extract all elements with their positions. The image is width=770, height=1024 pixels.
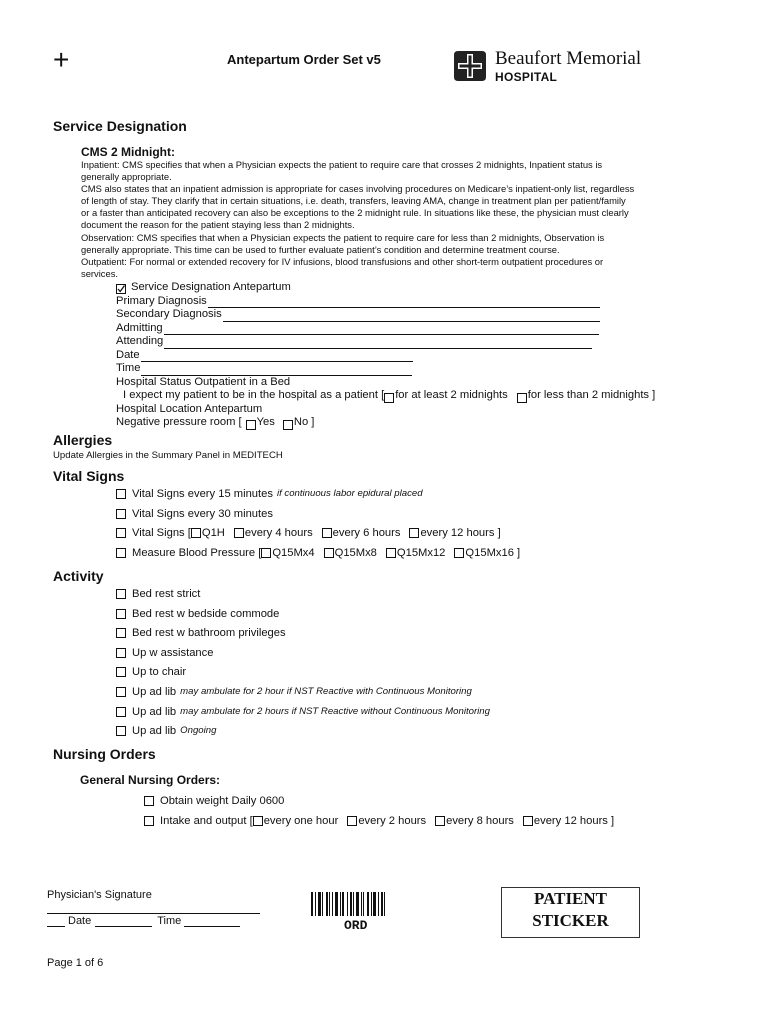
hospital-cross-icon — [452, 48, 488, 84]
option-label: Measure Blood Pressure [ — [132, 546, 262, 559]
checkbox-icon[interactable] — [116, 548, 126, 558]
checkbox-icon[interactable] — [116, 648, 126, 658]
time-row — [116, 362, 676, 376]
negative-pressure-label: Negative pressure room [ — [116, 416, 242, 428]
checkbox-icon[interactable] — [144, 796, 154, 806]
checkbox-icon[interactable] — [435, 816, 445, 826]
option-label: Up ad lib — [132, 725, 177, 738]
signature-date-blank[interactable] — [47, 915, 65, 927]
checkbox-icon[interactable] — [454, 548, 464, 558]
admitting-row — [116, 322, 676, 336]
cms-line: Inpatient: CMS specifies that when a Physician expects the patient to require care that crosses 2 midnights, Inpatient status is — [81, 159, 603, 170]
checkbox-icon[interactable] — [116, 687, 126, 697]
physician-signature-label: Physician's Signature — [47, 889, 152, 901]
cms-heading: CMS 2 Midnight: — [81, 145, 175, 159]
option-note: if continuous labor epidural placed — [276, 488, 423, 499]
primary-diagnosis-row — [116, 295, 676, 309]
signature-time-field[interactable] — [184, 915, 240, 927]
checkbox-icon[interactable] — [523, 816, 533, 826]
checkbox-icon[interactable] — [116, 489, 126, 499]
option-note: may ambulate for 2 hour if NST Reactive with Continuous Monitoring — [180, 685, 472, 697]
checkbox-icon[interactable] — [116, 509, 126, 519]
expect-opt-at-least-2: for at least 2 midnights — [395, 389, 508, 401]
option-label: Vital Signs every 30 minutes — [132, 507, 273, 520]
logo-subtitle: HOSPITAL — [495, 70, 558, 84]
hospital-location-label: Hospital Location Antepartum — [116, 402, 263, 415]
hospital-status-label: Hospital Status Outpatient in a Bed — [116, 375, 291, 388]
option-label: Bed rest strict — [132, 588, 201, 600]
time-label: Time — [116, 362, 141, 374]
allergies-note: Update Allergies in the Summary Panel in MEDITECH — [53, 450, 283, 461]
allergies-heading: Allergies — [53, 432, 113, 448]
checkbox-icon[interactable] — [116, 707, 126, 717]
freq-q1h: Q1H — [201, 527, 225, 539]
secondary-diagnosis-field[interactable] — [223, 310, 600, 322]
admitting-field[interactable] — [164, 323, 599, 335]
time-field[interactable] — [141, 364, 412, 376]
io-every-2h: every 2 hours — [358, 814, 427, 827]
activity-option[interactable] — [116, 724, 490, 738]
obtain-weight-option[interactable] — [144, 794, 614, 808]
attending-field[interactable] — [164, 337, 592, 349]
checkbox-icon[interactable] — [116, 589, 126, 599]
primary-diagnosis-label: Primary Diagnosis — [116, 294, 207, 307]
secondary-diagnosis-row — [116, 308, 676, 322]
option-note: Ongoing — [180, 725, 217, 737]
option-label: Up ad lib — [132, 685, 177, 698]
nursing-list — [144, 794, 614, 828]
signature-time-label: Time — [157, 915, 182, 927]
checkbox-icon[interactable] — [261, 548, 271, 558]
expect-opt-less-than-2: for less than 2 midnights ] — [527, 389, 656, 401]
checkbox-icon[interactable] — [116, 726, 126, 736]
sticker-line-1: PATIENT — [533, 889, 608, 908]
nursing-orders-heading: Nursing Orders — [53, 746, 156, 762]
expect-stay-row — [116, 389, 676, 403]
sticker-line-2: STICKER — [532, 911, 609, 930]
freq-4h: every 4 hours — [244, 527, 313, 539]
cms-line: generally appropriate. — [81, 171, 172, 183]
date-time-row — [47, 915, 240, 927]
option-label: Up w assistance — [132, 646, 214, 659]
option-label: Vital Signs every 15 minutes — [132, 488, 273, 500]
cms-text — [81, 159, 691, 280]
hospital-location-row — [116, 403, 676, 417]
checkbox-icon[interactable] — [322, 528, 332, 538]
checkbox-icon[interactable] — [253, 816, 263, 826]
form-title: Antepartum Order Set v5 — [227, 52, 381, 67]
cms-line: generally appropriate. This time can be used to further evaluate patient’s condition and determine treatment course. — [81, 243, 560, 255]
checkbox-icon[interactable] — [246, 420, 256, 430]
pressure-no-label: No ] — [293, 416, 315, 428]
cms-line: CMS also states that an inpatient admission is appropriate for cases involving procedures on Medicare’s inpatient-only list, regardless — [81, 183, 635, 195]
signature-date-label: Date — [68, 915, 92, 927]
io-every-8h: every 8 hours — [446, 814, 514, 827]
option-note: may ambulate for 2 hours if NST Reactive without Continuous Monitoring — [180, 705, 490, 717]
checkbox-icon[interactable] — [191, 528, 201, 538]
freq-12h: every 12 hours ] — [420, 527, 501, 539]
checkbox-icon[interactable] — [347, 816, 357, 826]
date-field[interactable] — [141, 350, 413, 362]
service-designation-heading: Service Designation — [53, 118, 187, 134]
activity-option[interactable] — [116, 587, 490, 601]
attending-label: Attending — [116, 335, 164, 347]
service-designation-label: Service Designation Antepartum — [131, 281, 291, 293]
cms-line: or a faster than anticipated recovery can also be exceptions to the 2 midnight rule. In situations like these, the physician must clearly — [81, 207, 629, 219]
activity-option[interactable] — [116, 646, 490, 660]
checkbox-icon[interactable] — [386, 548, 396, 558]
intake-output-option[interactable] — [144, 814, 614, 828]
checkbox-icon[interactable] — [409, 528, 419, 538]
option-label: Vital Signs [ — [132, 527, 191, 539]
barcode-icon — [311, 892, 403, 916]
pressure-yes-label: Yes — [256, 416, 275, 428]
cms-line: Observation: CMS specifies that when a Physician expects the patient to require care for less than 2 midnights, Observation is — [81, 231, 605, 243]
blood-pressure-option[interactable] — [116, 546, 520, 560]
negative-pressure-row — [116, 416, 676, 430]
vital-signs-30min-option[interactable] — [116, 507, 520, 521]
checkbox-icon[interactable] — [144, 816, 154, 826]
secondary-diagnosis-label: Secondary Diagnosis — [116, 308, 222, 320]
admitting-label: Admitting — [116, 321, 163, 334]
vital-signs-heading: Vital Signs — [53, 468, 125, 484]
checkbox-icon[interactable] — [517, 393, 527, 403]
general-nursing-orders-heading: General Nursing Orders: — [80, 773, 221, 787]
activity-option[interactable] — [116, 665, 490, 679]
option-label: Obtain weight Daily 0600 — [160, 795, 285, 807]
attending-row — [116, 335, 676, 349]
bp-q15mx16: Q15Mx16 ] — [465, 546, 521, 559]
freq-6h: every 6 hours — [332, 527, 401, 539]
cms-line: document the reason for the patient staying less than 2 midnights. — [81, 219, 355, 231]
vital-signs-frequency-option[interactable] — [116, 526, 520, 540]
checkbox-icon[interactable] — [116, 667, 126, 677]
activity-option[interactable] — [116, 685, 490, 699]
activity-option[interactable] — [116, 626, 490, 640]
page-number: Page 1 of 6 — [47, 957, 104, 969]
checkbox-icon[interactable] — [234, 528, 244, 538]
barcode-text: ORD — [344, 918, 368, 933]
checkbox-icon[interactable] — [324, 548, 334, 558]
checkbox-icon[interactable] — [283, 420, 293, 430]
bp-q15mx8: Q15Mx8 — [334, 546, 377, 559]
activity-option[interactable] — [116, 705, 490, 719]
cms-line: of length of stay. They clarify that in certain situations, i.e. death, transfers, leaving AMA, change in treatment plan per patient/family — [81, 195, 626, 207]
service-designation-row[interactable] — [116, 281, 676, 295]
io-every-12h: every 12 hours ] — [533, 814, 615, 827]
option-label: Bed rest w bathroom privileges — [132, 627, 286, 640]
checkbox-icon[interactable] — [384, 393, 394, 403]
cms-line: Outpatient: For normal or extended recovery for IV infusions, blood transfusions and other short-term outpatient procedures or — [81, 255, 604, 267]
hospital-logo — [452, 48, 642, 88]
plus-mark: + — [53, 44, 70, 75]
checkbox-icon[interactable] — [116, 609, 126, 619]
signature-date-field[interactable] — [95, 915, 152, 927]
option-label: Intake and output [ — [160, 814, 253, 827]
hospital-status-row — [116, 376, 676, 390]
vital-signs-15min-option[interactable] — [116, 487, 520, 501]
activity-option[interactable] — [116, 607, 490, 621]
bp-q15mx4: Q15Mx4 — [272, 546, 315, 559]
cms-line: services. — [81, 267, 118, 279]
checkbox-icon[interactable] — [116, 628, 126, 638]
option-label: Up to chair — [132, 666, 187, 679]
checked-box-icon[interactable] — [116, 284, 126, 294]
option-label: Bed rest w bedside commode — [132, 607, 280, 620]
service-fields — [116, 281, 676, 430]
checkbox-icon[interactable] — [116, 528, 126, 538]
date-label: Date — [116, 348, 140, 361]
bp-q15mx12: Q15Mx12 — [396, 546, 446, 559]
primary-diagnosis-field[interactable] — [208, 296, 600, 308]
activity-list — [116, 587, 490, 738]
logo-name: Beaufort Memorial — [495, 48, 642, 69]
option-label: Up ad lib — [132, 705, 177, 718]
vital-signs-list — [116, 487, 520, 560]
date-row — [116, 349, 676, 363]
expect-stay-label: I expect my patient to be in the hospital as a patient [ — [123, 389, 385, 401]
signature-line[interactable] — [47, 913, 260, 914]
io-every-hour: every one hour — [263, 814, 339, 827]
activity-heading: Activity — [53, 568, 104, 584]
patient-sticker-box — [501, 887, 640, 938]
